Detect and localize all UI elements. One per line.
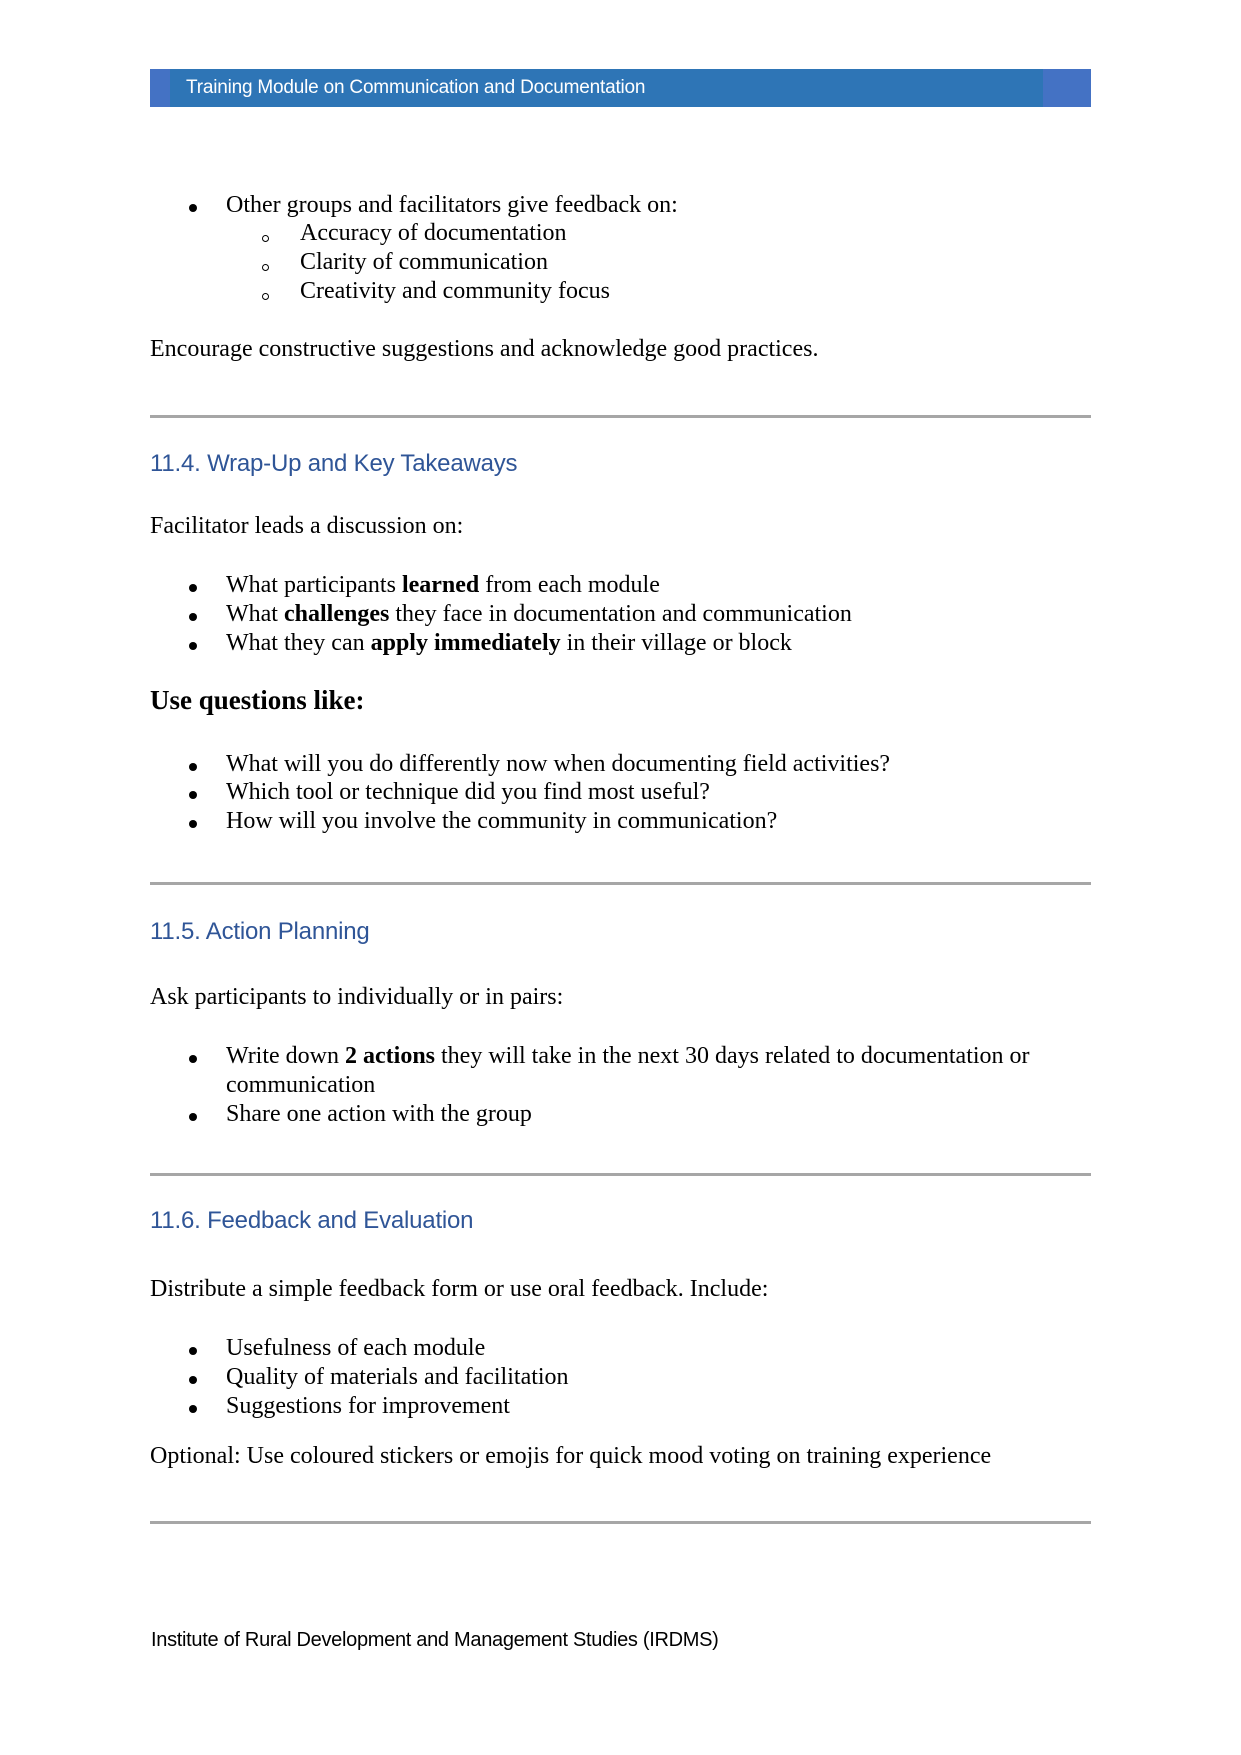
list-item: Other groups and facilitators give feedback on: [226, 192, 678, 218]
sub-list-item: Accuracy of documentation [300, 220, 567, 246]
list-item [226, 631, 792, 655]
bold-text: learned [401, 572, 480, 598]
bold-text: apply immediately [370, 630, 561, 656]
paragraph: Distribute a simple feedback form or use oral feedback. Include: [150, 1276, 769, 1302]
header-accent-left [150, 69, 170, 107]
bold-text: challenges [283, 601, 390, 627]
text: in their village or block [560, 630, 792, 656]
text: they face in documentation and communication [389, 601, 852, 627]
section-number: 11.6. [150, 1207, 201, 1234]
list-item: How will you involve the community in communication? [226, 808, 778, 834]
bullet-icon [189, 1405, 197, 1413]
bullet-icon [189, 820, 197, 828]
bullet-icon [189, 204, 197, 212]
page-footer: Institute of Rural Development and Management Studies (IRDMS) [151, 1629, 719, 1651]
list-item-continuation: communication [226, 1072, 376, 1098]
list-item: Quality of materials and facilitation [226, 1364, 569, 1390]
list-item [226, 573, 660, 597]
horizontal-rule [150, 882, 1091, 885]
list-item: What will you do differently now when documenting field activities? [226, 751, 891, 777]
circle-bullet-icon [262, 293, 269, 300]
sub-list-item: Clarity of communication [300, 249, 548, 275]
header-accent-right [1043, 69, 1091, 107]
horizontal-rule [150, 415, 1091, 418]
text: Write down [226, 1043, 346, 1069]
text: What participants [226, 572, 402, 598]
bullet-icon [189, 584, 197, 592]
text: What [226, 601, 284, 627]
section-title: Feedback and Evaluation [207, 1207, 474, 1234]
paragraph: Facilitator leads a discussion on: [150, 513, 464, 539]
sub-list-item: Creativity and community focus [300, 278, 610, 304]
bold-text: 2 actions [345, 1043, 436, 1069]
running-header [150, 69, 1091, 107]
list-item [226, 602, 852, 626]
text: they will take in the next 30 days related to documentation or [435, 1043, 1030, 1069]
header-title: Training Module on Communication and Documentation [186, 77, 646, 98]
bullet-icon [189, 1347, 197, 1355]
subheading: Use questions like: [150, 685, 365, 715]
list-item: Which tool or technique did you find most useful? [226, 779, 710, 805]
section-title: Wrap-Up and Key Takeaways [207, 450, 518, 477]
horizontal-rule [150, 1173, 1091, 1176]
section-number: 11.5. [150, 918, 201, 945]
section-heading-11-4 [150, 451, 517, 477]
bullet-icon [189, 1113, 197, 1121]
paragraph: Optional: Use coloured stickers or emojis for quick mood voting on training experience [150, 1443, 992, 1469]
section-number: 11.4. [150, 450, 201, 477]
circle-bullet-icon [262, 264, 269, 271]
text: What they can [226, 630, 371, 656]
list-item: Share one action with the group [226, 1101, 532, 1127]
bullet-icon [189, 763, 197, 771]
bullet-icon [189, 1055, 197, 1063]
bullet-icon [189, 613, 197, 621]
horizontal-rule [150, 1521, 1091, 1524]
section-heading-11-5 [150, 919, 370, 945]
section-heading-11-6 [150, 1208, 473, 1234]
paragraph: Encourage constructive suggestions and acknowledge good practices. [150, 336, 819, 362]
list-item: Suggestions for improvement [226, 1393, 510, 1419]
bullet-icon [189, 642, 197, 650]
list-item: Usefulness of each module [226, 1335, 486, 1361]
section-title: Action Planning [205, 918, 370, 945]
text: from each module [479, 572, 660, 598]
circle-bullet-icon [262, 235, 269, 242]
bullet-icon [189, 1376, 197, 1384]
list-item [226, 1044, 1030, 1068]
bullet-icon [189, 791, 197, 799]
paragraph: Ask participants to individually or in pairs: [150, 984, 564, 1010]
